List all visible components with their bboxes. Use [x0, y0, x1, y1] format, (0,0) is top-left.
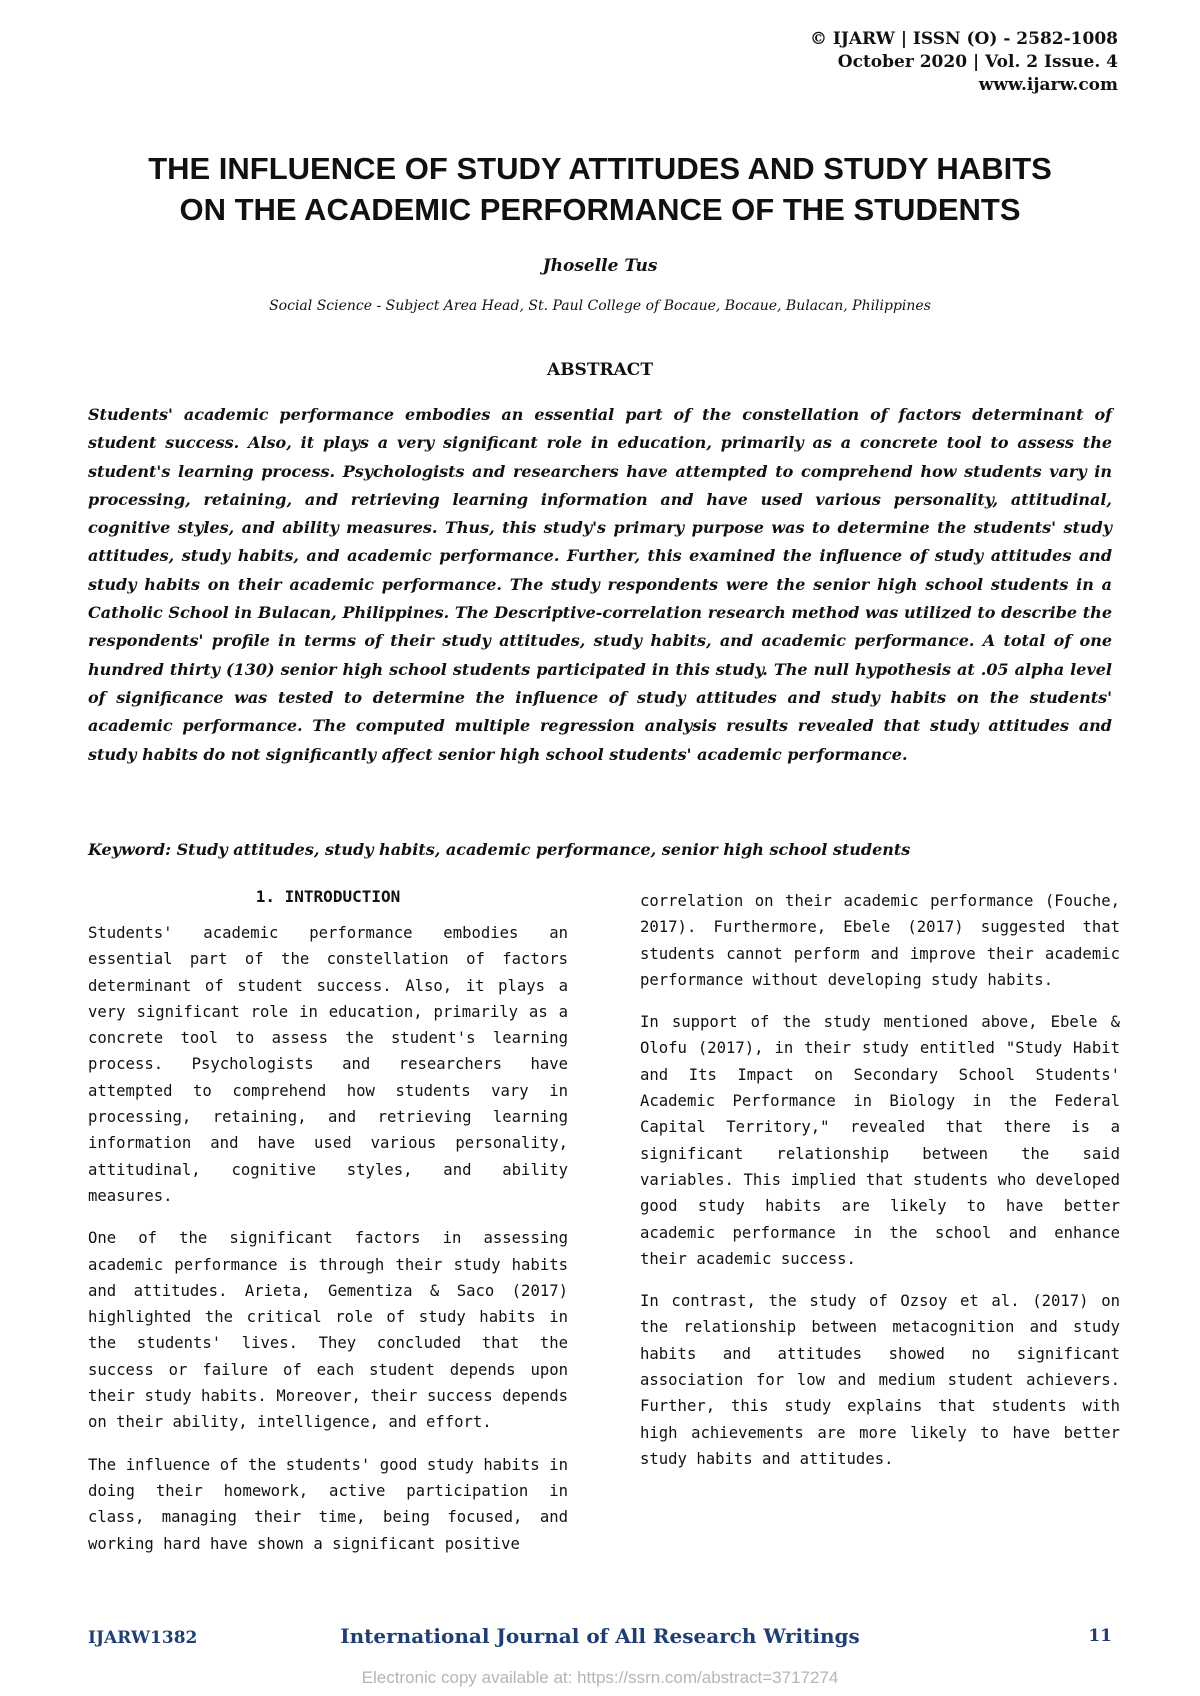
paragraph: In support of the study mentioned above, Ebele & Olofu (2017), in their study entitled "Study Habit and Its Impact on Secondary School Students' Academic Performance in Biology in the Federal Capital Territory," revealed that there is a significant relationship between the said variables. This implied that students who developed good study habits are likely to have better academic performance in the school and enhance their academic success.	[640, 1013, 1120, 1268]
website-line: www.ijarw.com	[978, 75, 1118, 95]
footer-paper-id: IJARW1382	[88, 1628, 198, 1648]
paragraph: In contrast, the study of Ozsoy et al. (2017) on the relationship between metacognition and study habits and attitudes showed no significant association for low and medium student achievers. Further, this study explains that students with high achievements are more likely to have better study habits and attitudes.	[640, 1292, 1120, 1468]
paragraph: Students' academic performance embodies an essential part of the constellation of factors determinant of student success. Also, it plays a very significant role in education, primarily as a concrete tool to assess the student's learning process. Psychologists and researchers have attempted to comprehend how students vary in processing, retaining, and retrieving learning information and have used various personality, attitudinal, cognitive styles, and ability measures.	[88, 924, 568, 1205]
journal-header-meta	[810, 28, 1118, 97]
introduction-heading: 1. INTRODUCTION	[255, 887, 401, 906]
paragraph: The influence of the students' good study habits in doing their homework, active participation in class, managing their time, being focused, and working hard have shown a significant positive	[88, 1455, 568, 1553]
footer-journal-name: International Journal of All Research Writings	[340, 1624, 860, 1648]
paragraph: One of the significant factors in assessing academic performance is through their study habits and attitudes. Arieta, Gementiza & Saco (2017) highlighted the critical role of study habits in the students' lives. They concluded that the success or failure of each student depends upon their study habits. Moreover, their success depends on their ability, intelligence, and effort.	[88, 1229, 568, 1432]
issn-line: © IJARW | ISSN (O) - 2582-1008	[809, 29, 1118, 49]
title-line-1: THE INFLUENCE OF STUDY ATTITUDES AND STUDY HABITS	[148, 151, 1052, 186]
page-number: 11	[1088, 1626, 1112, 1646]
paragraph: correlation on their academic performance (Fouche, 2017). Furthermore, Ebele (2017) suggested that students cannot perform and improve their academic performance without developing study habits.	[640, 892, 1120, 989]
abstract-heading: ABSTRACT	[547, 360, 653, 380]
abstract-text: Students' academic performance embodies an essential part of the constellation of factors determinant of student success. Also, it plays a very significant role in education, primarily as a concrete tool to assess the student's learning process. Psychologists and researchers have attempted to comprehend how students vary in processing, retaining, and retrieving learning information and have used various personality, attitudinal, cognitive styles, and ability measures. Thus, this study's primary purpose was to determine the students' study attitudes, study habits, and academic performance. Further, this examined the influence of study attitudes and study habits on their academic performance. The study respondents were the senior high school students in a Catholic School in Bulacan, Philippines. The Descriptive-correlation research method was utilized to describe the respondents' profile in terms of their study attitudes, study habits, and academic performance. A total of one hundred thirty (130) senior high school students participated in this study. The null hypothesis at .05 alpha level of significance was tested to determine the influence of study attitudes and study habits on the students' academic performance. The computed multiple regression analysis results revealed that study attitudes and study habits do not significantly affect senior high school students' academic performance.	[88, 405, 1112, 764]
title-line-2: ON THE ACADEMIC PERFORMANCE OF THE STUDENTS	[179, 192, 1021, 227]
ssrn-watermark: Electronic copy available at: https://ssrn.com/abstract=3717274	[361, 1668, 839, 1687]
paper-title	[60, 148, 1140, 230]
right-column	[640, 888, 1120, 1488]
volume-line: October 2020 | Vol. 2 Issue. 4	[837, 52, 1118, 72]
author-name: Jhoselle Tus	[542, 256, 658, 276]
left-column	[88, 884, 568, 1573]
keywords: Keyword: Study attitudes, study habits, academic performance, senior high school students	[88, 840, 911, 859]
author-affiliation: Social Science - Subject Area Head, St. Paul College of Bocaue, Bocaue, Bulacan, Philippines	[269, 298, 931, 314]
